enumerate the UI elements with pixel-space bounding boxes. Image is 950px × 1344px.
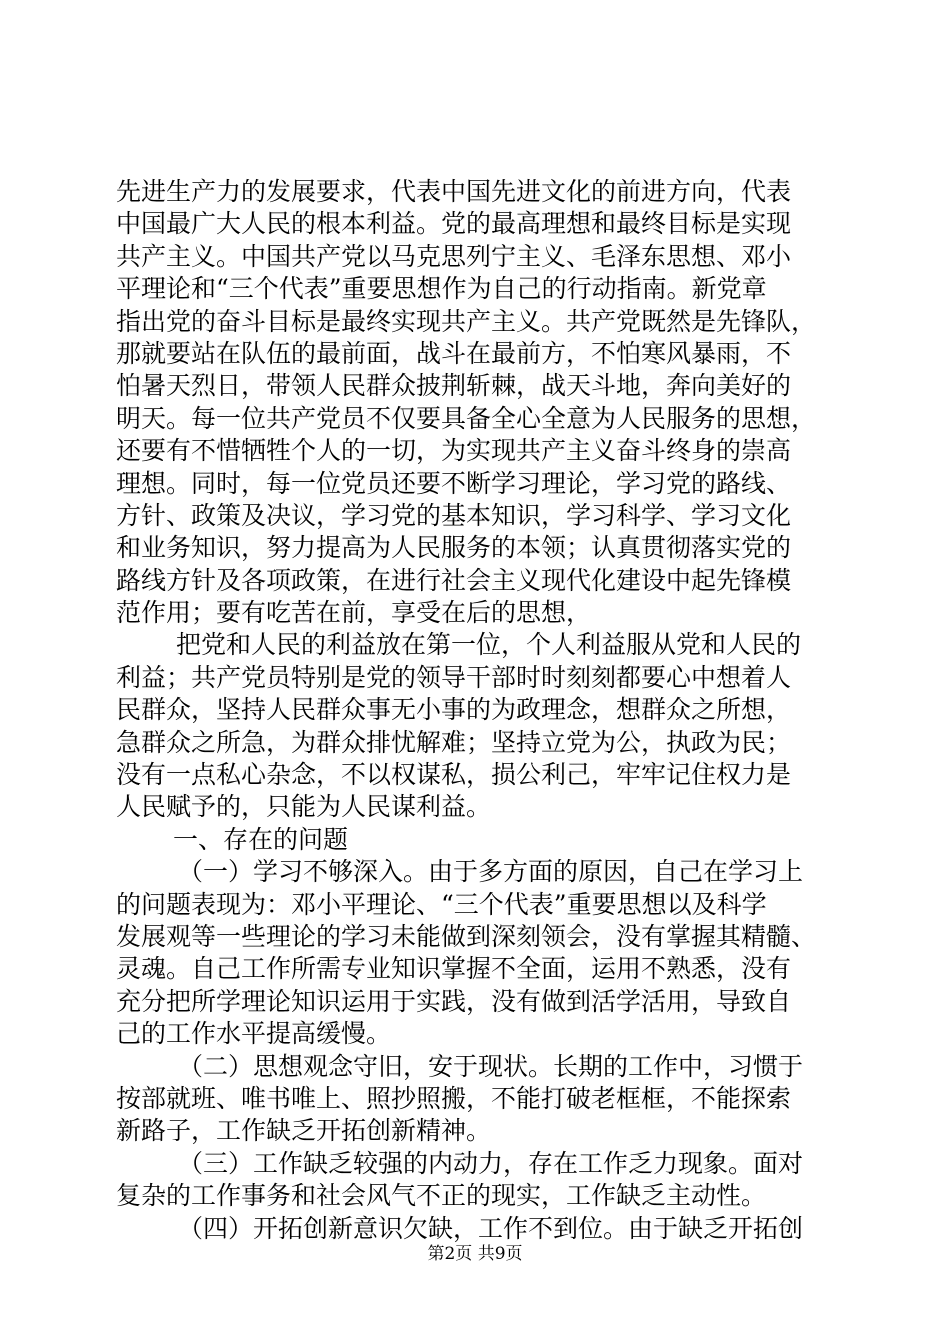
text-line: 平理论和“三个代表”重要思想作为自己的行动指南。新党章 <box>116 274 767 304</box>
text-line: 人民赋予的，只能为人民谋利益。 <box>116 792 492 822</box>
text-line: 利益；共产党员特别是党的领导干部时时刻刻都要心中想着人 <box>116 662 792 692</box>
text-line: 指出党的奋斗目标是最终实现共产主义。共产党既然是先锋队， <box>116 306 817 336</box>
text-line: 先进生产力的发展要求，代表中国先进文化的前进方向，代表 <box>116 177 792 206</box>
text-line: 理想。同时，每一位党员还要不断学习理论，学习党的路线、 <box>116 468 792 498</box>
text-line: 中国最广大人民的根本利益。党的最高理想和最终目标是实现 <box>116 209 792 239</box>
text-line: 那就要站在队伍的最前面，战斗在最前方，不怕寒风暴雨，不 <box>116 338 792 368</box>
text-line: 按部就班、唯书唯上、照抄照搬，不能打破老框框，不能探索 <box>116 1083 792 1113</box>
text-line: 充分把所学理论知识运用于实践，没有做到活学活用，导致自 <box>116 986 792 1016</box>
text-line: 灵魂。自己工作所需专业知识掌握不全面，运用不熟悉，没有 <box>116 954 792 984</box>
paragraph-start-line: （二）思想观念守旧，安于现状。长期的工作中，习惯于 <box>178 1051 804 1081</box>
text-line: 复杂的工作事务和社会风气不正的现实，工作缺乏主动性。 <box>116 1181 767 1211</box>
text-line: 共产主义。中国共产党以马克思列宁主义、毛泽东思想、邓小 <box>116 241 792 271</box>
section-heading: 一、存在的问题 <box>173 824 349 854</box>
document-body <box>116 176 846 1245</box>
paragraph-start-line: （一）学习不够深入。由于多方面的原因，自己在学习上 <box>178 857 804 887</box>
text-line: 和业务知识，努力提高为人民服务的本领；认真贯彻落实党的 <box>116 533 792 563</box>
text-line: 路线方针及各项政策，在进行社会主义现代化建设中起先锋模 <box>116 565 792 595</box>
text-line: 明天。每一位共产党员不仅要具备全心全意为人民服务的思想， <box>116 403 817 433</box>
text-line: 没有一点私心杂念，不以权谋私，损公利己，牢牢记住权力是 <box>116 760 792 790</box>
text-line: 发展观等一些理论的学习未能做到深刻领会，没有掌握其精髓、 <box>116 921 817 951</box>
text-line: 怕暑天烈日，带领人民群众披荆斩棘，战天斗地，奔向美好的 <box>116 371 792 401</box>
text-line: 还要有不惜牺牲个人的一切，为实现共产主义奋斗终身的崇高 <box>116 436 792 466</box>
text-line: 新路子，工作缺乏开拓创新精神。 <box>116 1116 492 1146</box>
page-number-label: 第2页 共9页 <box>427 1244 523 1264</box>
paragraph-start-line: （三）工作缺乏较强的内动力，存在工作乏力现象。面对 <box>178 1148 804 1178</box>
text-line: 民群众，坚持人民群众事无小事的为政理念，想群众之所想， <box>116 695 792 725</box>
text-line: 己的工作水平提高缓慢。 <box>116 1019 392 1049</box>
paragraph-start-line: （四）开拓创新意识欠缺，工作不到位。由于缺乏开拓创 <box>178 1213 804 1243</box>
text-line: 的问题表现为：邓小平理论、“三个代表”重要思想以及科学 <box>116 889 767 919</box>
page-footer <box>0 1244 950 1264</box>
paragraph-start-line: 把党和人民的利益放在第一位，个人利益服从党和人民的 <box>176 630 802 660</box>
text-line: 方针、政策及决议，学习党的基本知识，学习科学、学习文化 <box>116 500 792 530</box>
text-line: 范作用；要有吃苦在前，享受在后的思想， <box>116 598 592 628</box>
text-line: 急群众之所急，为群众排忧解难；坚持立党为公，执政为民； <box>116 727 792 757</box>
